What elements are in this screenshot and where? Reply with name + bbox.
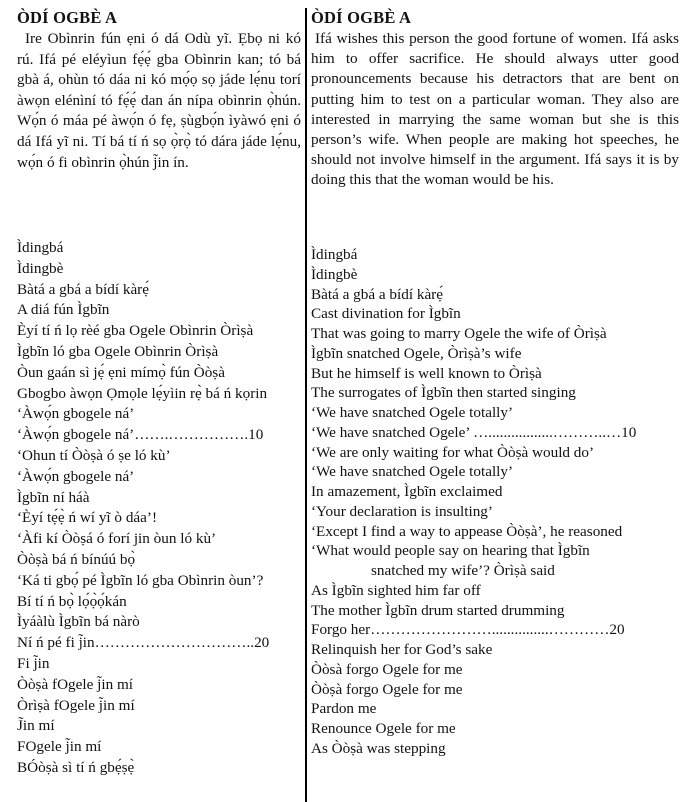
verse-line: That was going to marry Ogele the wife of Òrìṣà — [311, 325, 607, 342]
verse-line: But he himself is well known to Òrìṣà — [311, 364, 542, 382]
verse-line: ‘Èyí tẹ́ẹ̀ ń wí yĩ ò dáa’! — [17, 509, 158, 527]
verse-line: J̃in mí — [17, 717, 55, 735]
verse-line: ‘Àwọ́n gbogele ná’ — [17, 405, 135, 423]
verse-line: Òòsà forgo Ogele for me — [311, 660, 463, 678]
verse-line: Ìdingbè — [311, 265, 358, 283]
verse-line: Cast divination for Ìgbĩn — [311, 305, 461, 323]
english-column — [311, 8, 679, 757]
verse-line: Bàtá a gbá a bídí kàrẹ́ — [17, 280, 149, 298]
verse-line: As Ìgbĩn sighted him far off — [311, 581, 481, 599]
english-title: ÒDÍ OGBÈ A — [311, 8, 412, 27]
verse-line: Ní ń pé fi j̃in…………………………..20 — [17, 634, 270, 652]
verse-line: BÓòṣà sì tí ń gbẹ́ṣẹ̀ — [17, 758, 135, 776]
column-divider — [305, 8, 307, 802]
verse-line: Ìdingbá — [17, 239, 64, 256]
verse-line: Ìgbĩn ní háà — [17, 488, 90, 506]
verse-line: In amazement, Ìgbĩn exclaimed — [311, 483, 503, 500]
verse-line: Relinquish her for God’s sake — [311, 641, 493, 658]
verse-line: Òòṣà bá ń bínúú bọ̀ — [17, 550, 136, 568]
yoruba-verses — [17, 238, 307, 779]
verse-line: FOgele j̃in mí — [17, 738, 102, 756]
verse-line: Ìyáàlù Ìgbĩn bá nàrò — [17, 613, 140, 631]
verse-line: ‘What would people say on hearing that Ìgbĩn — [311, 542, 590, 560]
yoruba-column — [17, 8, 301, 776]
verse-line: ‘Ká ti gbọ́ pé Ìgbĩn ló gba Obìnrin òun’? — [17, 571, 264, 589]
verse-line: ‘We have snatched Ogele totally’ — [311, 404, 514, 421]
verse-line: ‘We have snatched Ogele totally’ — [311, 463, 514, 481]
english-verses — [311, 245, 679, 759]
verse-line: Forgo her……………………...............…………20 — [311, 621, 625, 639]
verse-line: Renounce Ogele for me — [311, 720, 456, 737]
verse-line: The mother Ìgbĩn drum started drumming — [311, 601, 565, 619]
verse-line: ‘We are only waiting for what Òòṣà would do’ — [311, 443, 595, 461]
verse-line: As Òòṣà was stepping — [311, 739, 446, 757]
verse-line: Bàtá a gbá a bídí kàrẹ́ — [311, 285, 443, 303]
verse-line: Ìgbĩn snatched Ogele, Òrìṣà’s wife — [311, 344, 522, 362]
verse-line: ‘Except I find a way to appease Òòṣà’, he reasoned — [311, 522, 623, 540]
english-paragraph: Ifá wishes this person the good fortune of women. Ifá asks him to offer sacrifice. He should always utter good pronouncements because his detractors that are bent on putting him to test on a particular woman. They also are interested in marrying the same woman but she is this person’s wife. When people are making hot speeches, he should not involve himself in the argument. Ifá says it is by doing this that the woman would be his. — [311, 30, 679, 189]
verse-line: Èyí tí ń lọ rèé gba Ogele Obìnrin Òrìṣà — [17, 322, 254, 340]
verse-line: ‘Àfi kí Òòṣá ó forí jin òun ló kù’ — [17, 530, 217, 548]
verse-line: Òun gaán sì jẹ́ ẹni mímọ̀ fún Òòṣà — [17, 363, 225, 381]
yoruba-title: ÒDÍ OGBÈ A — [17, 8, 118, 27]
verse-line: Gbogbo àwọn Ọmọle lẹ́yìin rẹ̀ bá ń kọrin — [17, 384, 268, 402]
verse-line: ‘Ohun tí Òòṣà ó ṣe ló kù’ — [17, 446, 171, 464]
verse-line: ‘Àwọ́n gbogele ná’…….…………….10 — [17, 426, 264, 444]
verse-line: Òrìṣà fOgele j̃in mí — [17, 696, 135, 714]
verse-line: Ìdingbè — [17, 259, 64, 277]
verse-line: Òòṣà fOgele j̃in mí — [17, 675, 133, 693]
verse-line: ‘Your declaration is insulting’ — [311, 502, 493, 520]
verse-line: Bí tí ń bọ̀ lọ́ọ̀ọ́kán — [17, 592, 127, 610]
verse-line: The surrogates of Ìgbĩn then started singing — [311, 384, 576, 402]
verse-line: ‘We have snatched Ogele’ ….................………..…10 — [311, 423, 637, 441]
verse-line: Pardon me — [311, 700, 377, 718]
verse-line: Fi j̃in — [17, 654, 50, 672]
verse-line: Ìgbĩn ló gba Ogele Obìnrin Òrìṣà — [17, 342, 219, 360]
verse-line: Ìdingbá — [311, 246, 358, 263]
verse-line: A diá fún Ìgbĩn — [17, 301, 110, 319]
yoruba-paragraph: Ire Obìnrin fún ẹni ó dá Odù yĩ. Ẹbọ ni kó rú. Ifá pé eléyìun fẹ́ẹ́ gba Obìnrin kan; tó bá gbà á, ohùn tó dáa ni kó mọ́ọ sọ jáde lẹ́nu torí àwọn elénìní tó fẹ́ẹ́ dan án nípa obìnrin ọ̀hún. Wọ́n ó máa pé àwọ́n ó fẹ, ṣùgbọ́n ìyàwó ẹni ó dá Ifá yĩ ni. Tí bá tí ń sọ ọ̀rọ̀ tó dára jáde lẹ́nu, wọ́n ó fi obìnrin ọ̀hún j̃in ín. — [17, 30, 301, 171]
verse-line: ‘Àwọ́n gbogele ná’ — [17, 467, 135, 485]
verse-line: snatched my wife’? Òrìṣà said — [371, 562, 555, 579]
verse-line: Òòṣà forgo Ogele for me — [311, 680, 463, 698]
